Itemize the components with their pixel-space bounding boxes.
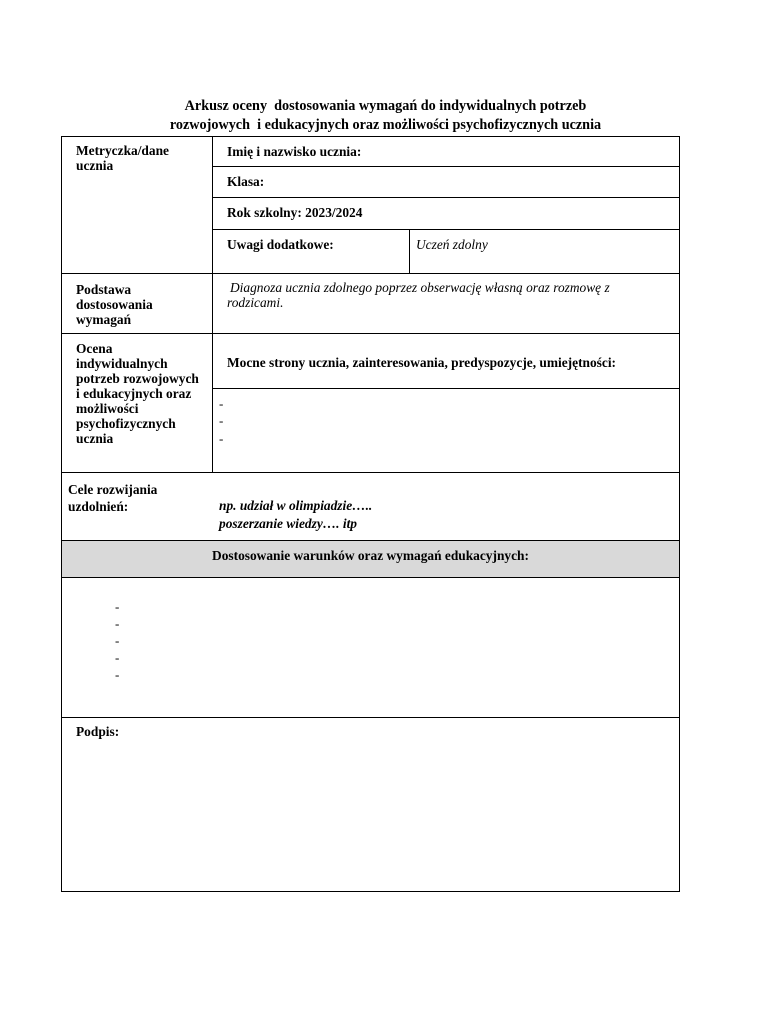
- adjustment-list-item: -: [115, 650, 120, 665]
- row-divider: [62, 540, 679, 541]
- notes-value: Uczeń zdolny: [416, 237, 488, 252]
- notes-label: Uwagi dodatkowe:: [227, 237, 334, 252]
- adjustment-list-item: -: [115, 633, 120, 648]
- column-divider: [212, 137, 213, 473]
- row-divider: [62, 472, 679, 473]
- assessment-label: Ocena indywidualnych potrzeb rozwojowych i edukacyjnych oraz możliwości psychofizycznych ucznia: [76, 341, 199, 446]
- basis-value: Diagnoza ucznia zdolnego poprzez obserwację własną oraz rozmowę z rodzicami.: [227, 280, 610, 310]
- row-divider: [62, 577, 679, 578]
- adjustment-list-item: -: [115, 667, 120, 682]
- row-divider: [212, 229, 679, 230]
- document-title: [0, 97, 768, 135]
- goals-label: Cele rozwijania uzdolnień:: [68, 482, 158, 514]
- signature-label: Podpis:: [76, 724, 120, 739]
- row-divider: [212, 388, 679, 389]
- strengths-list-item: -: [219, 396, 224, 411]
- strengths-list-item: -: [219, 431, 224, 446]
- row-divider: [212, 197, 679, 198]
- adjustment-list-item: -: [115, 616, 120, 631]
- column-divider: [409, 229, 410, 273]
- row-divider: [62, 273, 679, 274]
- row-divider: [62, 717, 679, 718]
- row-divider: [212, 166, 679, 167]
- basis-label: Podstawa dostosowania wymagań: [76, 282, 153, 327]
- goals-value-line-1: np. udział w olimpiadzie…..: [219, 498, 373, 513]
- title-line-2: rozwojowych i edukacyjnych oraz możliwości psychofizycznych ucznia: [169, 117, 602, 133]
- strengths-label: Mocne strony ucznia, zainteresowania, predyspozycje, umiejętności:: [227, 355, 617, 370]
- adjustment-header: Dostosowanie warunków oraz wymagań edukacyjnych:: [212, 548, 529, 563]
- goals-value-line-2: poszerzanie wiedzy…. itp: [219, 516, 357, 531]
- adjustment-list-item: -: [115, 599, 120, 614]
- row-divider: [62, 333, 679, 334]
- strengths-list-item: -: [219, 413, 224, 428]
- student-name-label: Imię i nazwisko ucznia:: [227, 144, 362, 159]
- title-line-1: Arkusz oceny dostosowania wymagań do indywidualnych potrzeb: [184, 98, 587, 114]
- school-year-label: Rok szkolny: 2023/2024: [227, 205, 363, 220]
- metryczka-label: Metryczka/dane ucznia: [76, 143, 169, 173]
- class-label: Klasa:: [227, 174, 265, 189]
